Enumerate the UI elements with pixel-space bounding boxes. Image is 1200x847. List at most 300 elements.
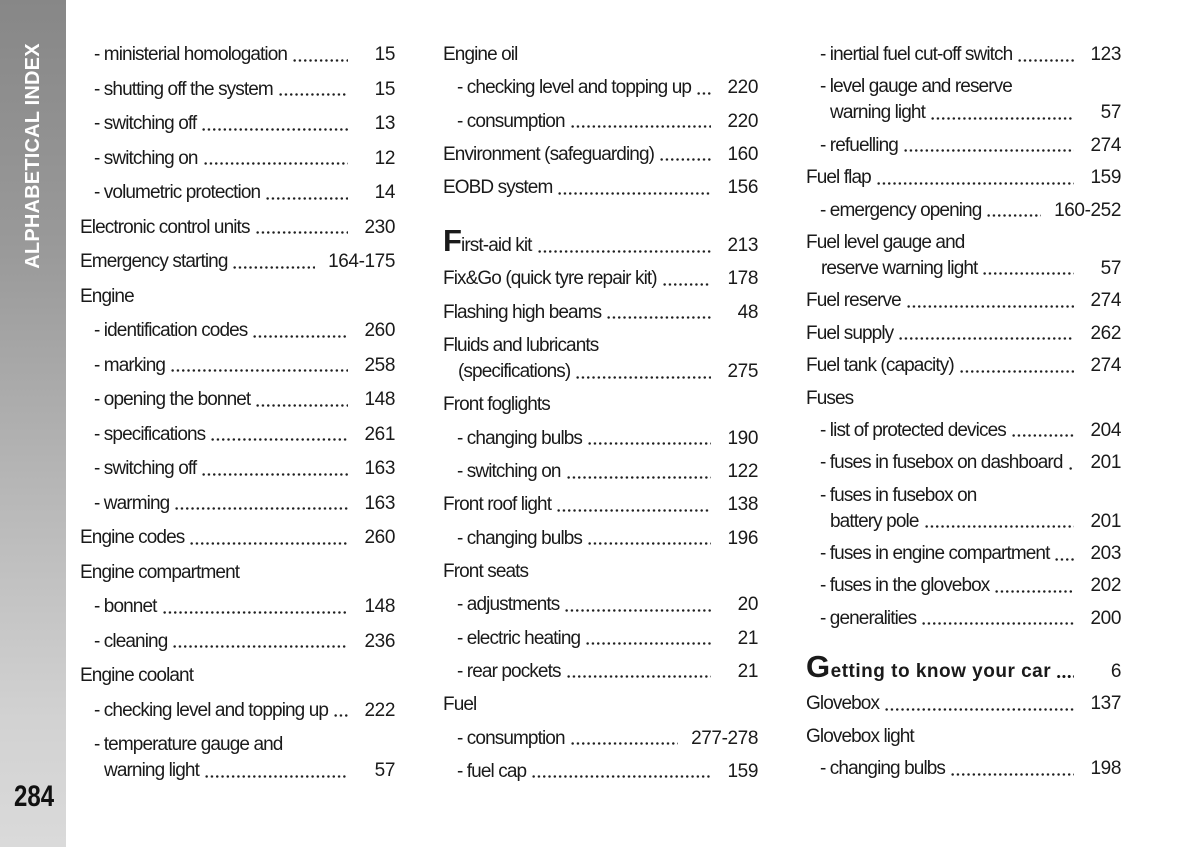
dot-leader <box>921 606 1074 632</box>
dot-leader <box>255 387 348 413</box>
entry-line <box>806 483 1121 509</box>
entry-page-number: 160 <box>727 143 758 165</box>
entry-label-continued: reserve warning light <box>821 257 978 279</box>
entry-line <box>443 142 758 168</box>
entry-label: Engine <box>80 285 134 307</box>
entry-line <box>443 726 758 752</box>
dot-leader <box>204 758 348 784</box>
entry-line <box>806 606 1121 632</box>
entry-line <box>806 198 1121 224</box>
entry-line <box>806 42 1121 68</box>
entry-line <box>806 165 1121 191</box>
index-entry <box>806 288 1121 314</box>
index-column <box>443 42 758 785</box>
entry-line <box>806 541 1121 567</box>
dot-leader <box>557 175 711 201</box>
entry-line <box>443 526 758 552</box>
dot-leader <box>566 659 711 685</box>
index-subentry <box>80 318 395 344</box>
dot-leader <box>531 759 711 785</box>
entry-page-number: 156 <box>727 177 758 199</box>
index-subentry <box>443 526 758 552</box>
dot-leader <box>201 111 348 137</box>
entry-page-number: 160-252 <box>1054 199 1121 221</box>
entry-label-continued: (specifications) <box>458 361 571 383</box>
entry-line <box>443 692 758 718</box>
dot-leader <box>898 321 1074 347</box>
index-subentry <box>80 732 395 784</box>
entry-page-number: 274 <box>1090 355 1121 377</box>
entry-line <box>80 456 395 482</box>
entry-label: - emergency opening <box>820 199 982 221</box>
entry-label: Front seats <box>443 560 529 582</box>
entry-label: EOBD system <box>443 177 553 199</box>
index-subentry <box>443 759 758 785</box>
index-subentry <box>80 422 395 448</box>
index-entry <box>443 266 758 292</box>
entry-line <box>80 42 395 68</box>
dot-leader <box>162 594 348 620</box>
entry-line <box>806 573 1121 599</box>
dot-leader <box>292 42 348 68</box>
index-entry <box>443 223 758 259</box>
entry-page-number: 204 <box>1090 419 1121 441</box>
entry-line-continued <box>806 256 1121 282</box>
index-subentry <box>806 42 1121 68</box>
entry-label-continued: warning light <box>104 760 199 781</box>
dot-leader <box>1017 42 1074 68</box>
entry-line <box>80 353 395 379</box>
entry-label: Fuel flap <box>806 167 871 189</box>
entry-label: - fuel cap <box>457 760 527 782</box>
entry-line <box>806 321 1121 347</box>
entry-line <box>443 42 758 68</box>
entry-label: Fuel <box>443 694 477 716</box>
entry-page-number: 220 <box>727 110 758 132</box>
entry-label: - refuelling <box>820 134 898 156</box>
dot-leader <box>906 288 1074 314</box>
entry-label: - fuses in engine compartment <box>820 543 1050 565</box>
entry-line <box>806 418 1121 444</box>
entry-line <box>443 459 758 485</box>
entry-label: - specifications <box>94 423 206 445</box>
index-heading <box>80 284 395 310</box>
entry-label: - fuses in fusebox on dashboard <box>820 452 1063 474</box>
index-subentry <box>80 42 395 68</box>
entry-page-number: 57 <box>374 760 395 781</box>
entry-label: - warming <box>94 492 170 514</box>
index-entry <box>443 333 758 385</box>
entry-line <box>806 756 1121 782</box>
entry-line <box>80 180 395 206</box>
entry-label: - list of protected devices <box>820 419 1006 441</box>
entry-line <box>443 492 758 518</box>
index-subentry <box>80 491 395 517</box>
entry-line-continued <box>806 100 1121 126</box>
entry-label: - adjustments <box>457 594 560 616</box>
index-subentry <box>80 146 395 172</box>
entry-label: Emergency starting <box>80 251 228 272</box>
dot-leader <box>252 318 348 344</box>
entry-label: - switching off <box>94 458 197 479</box>
entry-line <box>806 386 1121 412</box>
index-subentry <box>443 459 758 485</box>
entry-label: - opening the bonnet <box>94 389 251 410</box>
entry-label: Engine oil <box>443 44 518 65</box>
index-subentry <box>443 109 758 135</box>
index-heading <box>806 386 1121 412</box>
entry-line <box>80 422 395 448</box>
index-entry <box>443 492 758 518</box>
entry-line <box>80 215 395 241</box>
dot-leader <box>662 266 711 292</box>
entry-page-number: 201 <box>1090 452 1121 474</box>
entry-label: Engine codes <box>80 527 185 548</box>
entry-label: Fuel supply <box>806 322 894 344</box>
entry-label: Environment (safeguarding) <box>443 143 655 165</box>
entry-line-continued <box>80 758 395 784</box>
dot-leader <box>333 698 348 724</box>
entry-page-number: 137 <box>1090 693 1121 715</box>
index-entry <box>806 230 1121 282</box>
entry-label: - identification codes <box>94 320 248 341</box>
index-entry <box>443 300 758 326</box>
entry-page-number: 6 <box>1110 660 1121 682</box>
entry-page-number: 203 <box>1090 543 1121 565</box>
entry-line <box>806 230 1121 256</box>
dot-leader <box>575 359 711 385</box>
dot-leader <box>265 180 348 206</box>
dot-leader <box>884 691 1074 717</box>
side-tab-title: ALPHABETICAL INDEX <box>22 43 44 269</box>
entry-line <box>443 392 758 418</box>
entry-label-continued: battery pole <box>830 510 919 532</box>
index-subentry <box>80 180 395 206</box>
entry-line <box>806 74 1121 100</box>
entry-page-number: 198 <box>1090 758 1121 780</box>
entry-page-number: 12 <box>374 147 395 169</box>
entry-line <box>80 663 395 689</box>
dot-leader <box>950 756 1074 782</box>
dot-leader <box>172 629 348 655</box>
entry-label: Glovebox <box>806 693 880 715</box>
index-subentry <box>443 592 758 618</box>
index-heading <box>80 663 395 689</box>
side-tab <box>0 0 66 847</box>
entry-page-number: 274 <box>1090 290 1121 312</box>
index-subentry <box>806 133 1121 159</box>
entry-line <box>443 759 758 785</box>
entry-page-number: 213 <box>727 235 758 257</box>
entry-label: Fix&Go (quick tyre repair kit) <box>443 268 657 290</box>
entry-label: Flashing high beams <box>443 301 602 323</box>
entry-line <box>443 109 758 135</box>
entry-label: - bonnet <box>94 596 157 617</box>
dot-leader <box>537 233 711 259</box>
entry-line-continued <box>443 359 758 385</box>
dot-leader <box>203 146 348 172</box>
dot-leader <box>903 133 1074 159</box>
index-entry <box>80 525 395 551</box>
entry-page-number: 236 <box>364 630 395 652</box>
index-subentry <box>443 626 758 652</box>
entry-label: - fuses in fusebox on <box>820 484 977 506</box>
entry-label: Fuses <box>806 387 854 409</box>
entry-page-number: 274 <box>1090 134 1121 156</box>
dot-leader <box>659 142 711 168</box>
entry-page-number: 220 <box>727 77 758 99</box>
entry-page-number: 21 <box>737 660 758 682</box>
entry-line <box>80 560 395 586</box>
entry-page-number: 148 <box>364 389 395 410</box>
dot-leader <box>924 509 1075 535</box>
dot-leader <box>986 198 1041 224</box>
entry-label: - changing bulbs <box>457 427 583 449</box>
dot-leader <box>876 165 1074 191</box>
entry-page-number: 202 <box>1090 575 1121 597</box>
index-subentry <box>80 111 395 137</box>
entry-line <box>80 698 395 724</box>
entry-label: First-aid kit <box>443 223 532 259</box>
entry-line <box>80 77 395 103</box>
entry-page-number: 122 <box>727 461 758 482</box>
dot-leader <box>556 492 711 518</box>
index-subentry <box>806 756 1121 782</box>
entry-page-number: 164-175 <box>328 251 395 272</box>
entry-line <box>443 75 758 101</box>
entry-label: Engine coolant <box>80 665 194 686</box>
dot-leader <box>1011 418 1074 444</box>
dot-leader <box>1054 541 1074 567</box>
entry-page-number: 275 <box>727 361 758 383</box>
entry-page-number: 190 <box>727 427 758 449</box>
entry-label: Front foglights <box>443 394 550 416</box>
entry-label: - switching on <box>457 461 561 482</box>
entry-line <box>80 491 395 517</box>
dot-leader <box>210 422 348 448</box>
entry-line <box>443 300 758 326</box>
entry-label: - shutting off the system <box>94 78 273 100</box>
entry-line <box>443 175 758 201</box>
entry-label: - marking <box>94 354 166 376</box>
dot-leader <box>585 626 711 652</box>
dot-leader <box>170 353 348 379</box>
entry-line <box>806 648 1121 685</box>
entry-line <box>80 629 395 655</box>
dot-leader <box>587 426 711 452</box>
index-subentry <box>443 75 758 101</box>
entry-page-number: 277-278 <box>691 727 758 749</box>
dot-leader <box>232 249 315 275</box>
index-heading <box>80 560 395 586</box>
index-entry <box>80 249 395 275</box>
entry-line <box>80 387 395 413</box>
index-subentry <box>80 629 395 655</box>
entry-line <box>80 525 395 551</box>
entry-label: - checking level and topping up <box>457 77 692 99</box>
entry-page-number: 48 <box>737 301 758 323</box>
entry-page-number: 262 <box>1090 322 1121 344</box>
entry-page-number: 178 <box>727 268 758 290</box>
entry-page-number: 148 <box>364 596 395 617</box>
entry-label: - inertial fuel cut-off switch <box>820 44 1013 65</box>
entry-page-number: 21 <box>737 627 758 649</box>
entry-page-number: 200 <box>1090 607 1121 629</box>
index-subentry <box>80 698 395 724</box>
entry-line <box>443 659 758 685</box>
entry-line <box>806 450 1121 476</box>
index-subentry <box>806 418 1121 444</box>
entry-line <box>443 559 758 585</box>
index-subentry <box>443 659 758 685</box>
entry-line <box>806 133 1121 159</box>
index-heading <box>443 42 758 68</box>
entry-label: - switching on <box>94 147 198 169</box>
index-entry <box>806 648 1121 685</box>
entry-line <box>806 691 1121 717</box>
dot-leader <box>189 525 348 551</box>
entry-page-number: 201 <box>1090 510 1121 532</box>
index-subentry <box>80 353 395 379</box>
entry-line <box>806 353 1121 379</box>
dot-leader <box>570 726 678 752</box>
entry-page-number: 260 <box>364 527 395 548</box>
entry-page-number: 261 <box>364 423 395 445</box>
index-subentry <box>806 74 1121 126</box>
dot-leader <box>982 256 1074 282</box>
index-entry <box>806 165 1121 191</box>
entry-label: Fuel reserve <box>806 290 901 312</box>
entry-label: - switching off <box>94 113 197 134</box>
dot-leader <box>959 353 1074 379</box>
dot-leader <box>278 77 348 103</box>
index-subentry <box>806 198 1121 224</box>
index-subentry <box>80 456 395 482</box>
entry-line <box>80 594 395 620</box>
index-entry <box>443 142 758 168</box>
dot-leader <box>566 459 711 485</box>
entry-label: - electric heating <box>457 627 581 649</box>
entry-label: - cleaning <box>94 630 168 652</box>
index-subentry <box>80 387 395 413</box>
dot-leader <box>201 456 348 482</box>
entry-label: - consumption <box>457 110 565 132</box>
entry-label: - volumetric protection <box>94 182 261 203</box>
entry-line <box>806 724 1121 750</box>
index-subentry <box>443 426 758 452</box>
index-column <box>80 42 395 784</box>
entry-page-number: 163 <box>364 458 395 479</box>
entry-line <box>80 111 395 137</box>
entry-line <box>443 266 758 292</box>
entry-label: - level gauge and reserve <box>820 76 1012 98</box>
entry-line <box>80 146 395 172</box>
entry-page-number: 222 <box>364 699 395 721</box>
entry-page-number: 258 <box>364 354 395 376</box>
index-heading <box>443 692 758 718</box>
dot-leader <box>1068 450 1075 476</box>
page-number: 284 <box>14 780 55 813</box>
entry-page-number: 159 <box>1090 167 1121 189</box>
dot-leader <box>564 592 711 618</box>
dot-leader <box>994 573 1074 599</box>
index-subentry <box>443 726 758 752</box>
index-entry <box>443 175 758 201</box>
index-column <box>806 42 1121 782</box>
entry-line <box>443 592 758 618</box>
index-subentry <box>806 541 1121 567</box>
entry-label: Fuel tank (capacity) <box>806 355 954 377</box>
index-subentry <box>806 573 1121 599</box>
dot-leader <box>696 75 711 101</box>
index-entry <box>80 215 395 241</box>
entry-label: Fuel level gauge and <box>806 231 965 253</box>
entry-label: - fuses in the glovebox <box>820 575 990 597</box>
entry-page-number: 57 <box>1100 257 1121 279</box>
entry-label: Fluids and lubricants <box>443 335 599 357</box>
entry-page-number: 15 <box>374 78 395 100</box>
entry-label: - changing bulbs <box>457 527 583 549</box>
index-heading <box>806 724 1121 750</box>
entry-line <box>443 626 758 652</box>
entry-page-number: 123 <box>1090 44 1121 65</box>
entry-line <box>80 249 395 275</box>
index-heading <box>443 392 758 418</box>
entry-page-number: 138 <box>727 494 758 516</box>
entry-page-number: 159 <box>727 760 758 782</box>
entry-line-continued <box>806 509 1121 535</box>
entry-line <box>443 333 758 359</box>
entry-line <box>806 288 1121 314</box>
entry-label: - changing bulbs <box>820 758 946 780</box>
entry-label: Engine compartment <box>80 561 240 583</box>
entry-page-number: 14 <box>374 182 395 203</box>
index-subentry <box>80 594 395 620</box>
index-subentry <box>806 450 1121 476</box>
entry-page-number: 57 <box>1100 102 1121 124</box>
index-heading <box>443 559 758 585</box>
index-subentry <box>806 483 1121 535</box>
index-subentry <box>806 606 1121 632</box>
entry-label-continued: warning light <box>830 102 925 124</box>
entry-page-number: 260 <box>364 320 395 341</box>
dot-leader <box>174 491 348 517</box>
dot-leader <box>1056 659 1074 685</box>
entry-page-number: 230 <box>364 216 395 238</box>
dot-leader <box>606 300 711 326</box>
entry-label: - temperature gauge and <box>94 734 283 755</box>
dot-leader <box>255 215 348 241</box>
entry-page-number: 13 <box>374 113 395 134</box>
entry-page-number: 196 <box>727 527 758 549</box>
entry-line <box>80 318 395 344</box>
dot-leader <box>587 526 711 552</box>
entry-label: - consumption <box>457 727 565 749</box>
index-entry <box>806 353 1121 379</box>
dot-leader <box>570 109 711 135</box>
entry-line <box>443 223 758 259</box>
entry-label: - generalities <box>820 607 917 629</box>
entry-page-number: 163 <box>364 492 395 514</box>
entry-label: - checking level and topping up <box>94 699 329 721</box>
index-entry <box>806 691 1121 717</box>
entry-label: - ministerial homologation <box>94 44 288 65</box>
entry-line <box>80 284 395 310</box>
dot-leader <box>930 100 1074 126</box>
entry-label: Front roof light <box>443 494 552 516</box>
entry-label: Electronic control units <box>80 216 250 238</box>
entry-label: Getting to know your car <box>806 648 1052 684</box>
